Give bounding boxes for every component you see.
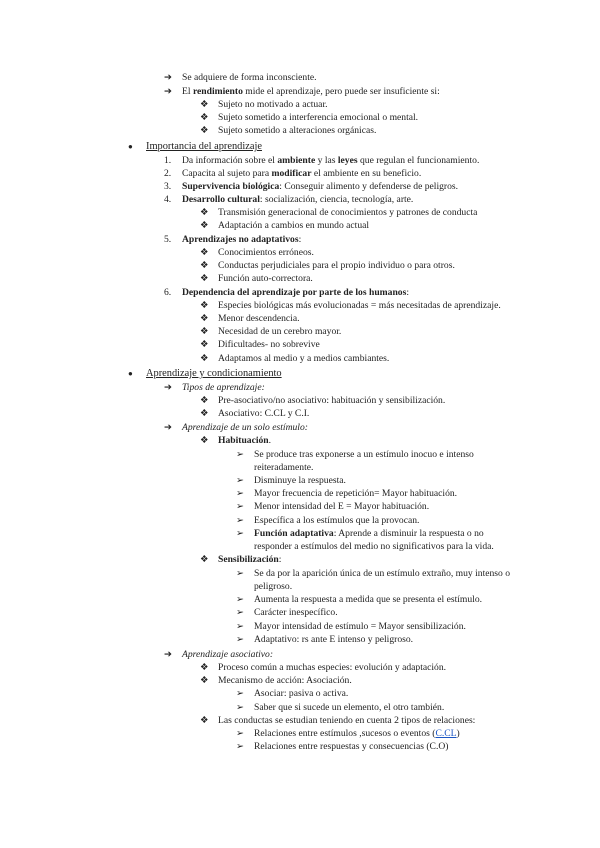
list-item-text: Necesidad de un cerebro mayor.: [218, 326, 342, 337]
diamond-bullet-icon: ❖: [200, 300, 209, 311]
list-item-text: Se adquiere de forma inconsciente.: [182, 72, 317, 83]
diamond-bullet-icon: ❖: [200, 353, 209, 364]
list-item-text: Aprendizaje asociativo:: [182, 649, 274, 660]
diamond-bullet-icon: ❖: [200, 247, 209, 258]
list-number: 4.: [164, 194, 172, 205]
list-item-text: reiteradamente.: [254, 462, 314, 473]
list-item-text: El rendimiento mide el aprendizaje, pero puede ser insuficiente si:: [182, 86, 440, 97]
list-item-text: Función auto-correctora.: [218, 273, 313, 284]
list-item-text: Específica a los estímulos que la provocan.: [254, 515, 420, 526]
list-item-text: Adaptativo: rs ante E intenso y peligroso.: [254, 634, 414, 645]
list-item-text: Las conductas se estudian teniendo en cuenta 2 tipos de relaciones:: [218, 715, 476, 726]
arrow-bullet-icon: ➔: [164, 649, 173, 660]
list-item-text: Dificultades- no sobrevive: [218, 339, 320, 350]
list-item-text: Disminuye la respuesta.: [254, 475, 346, 486]
diamond-bullet-icon: ❖: [200, 326, 209, 337]
diamond-bullet-icon: ❖: [200, 435, 209, 446]
list-item-text: Sensibilización:: [218, 554, 282, 565]
list-item-text: Transmisión generacional de conocimientos y patrones de conducta: [218, 207, 478, 218]
pointer-bullet-icon: ➢: [236, 594, 245, 605]
section-title: Importancia del aprendizaje: [146, 141, 262, 152]
list-number: 1.: [164, 155, 172, 166]
arrow-bullet-icon: ➔: [164, 422, 173, 433]
list-item-text: Asociativo: C.CL y C.I.: [218, 408, 310, 419]
pointer-bullet-icon: ➢: [236, 528, 245, 539]
list-item-text: Da información sobre el ambiente y las leyes que regulan el funcionamiento.: [182, 155, 480, 166]
list-item-text: Aprendizaje de un solo estímulo:: [182, 422, 308, 433]
pointer-bullet-icon: ➢: [236, 702, 245, 713]
list-item-text: Adaptación a cambios en mundo actual: [218, 220, 370, 231]
list-item-text: Relaciones entre estímulos ,sucesos o eventos (C.CL): [254, 728, 460, 739]
diamond-bullet-icon: ❖: [200, 395, 209, 406]
pointer-bullet-icon: ➢: [236, 621, 245, 632]
ccl-link[interactable]: C.CL: [435, 728, 457, 739]
list-item-text: Habituación.: [218, 435, 272, 446]
list-item-text: Dependencia del aprendizaje por parte de los humanos:: [182, 287, 409, 298]
list-item-text: Tipos de aprendizaje:: [182, 382, 265, 393]
list-item-text: Especies biológicas más evolucionadas = más necesitadas de aprendizaje.: [218, 300, 501, 311]
list-number: 3.: [164, 181, 172, 192]
list-item-text: Relaciones entre respuestas y consecuencias (C.O): [254, 741, 449, 752]
list-item-text: Proceso común a muchas especies: evolución y adaptación.: [218, 662, 447, 673]
list-item-text: Supervivencia biológica: Conseguir alimento y defenderse de peligros.: [182, 181, 459, 192]
diamond-bullet-icon: ❖: [200, 662, 209, 673]
arrow-bullet-icon: ➔: [164, 382, 173, 393]
list-number: 2.: [164, 168, 172, 179]
list-item-text: Se da por la aparición única de un estímulo extraño, muy intenso o: [254, 568, 511, 579]
list-item-text: Mayor frecuencia de repetición= Mayor habituación.: [254, 488, 458, 499]
list-item-text: Aumenta la respuesta a medida que se presenta el estímulo.: [254, 594, 483, 605]
list-item-text: Saber que si sucede un elemento, el otro también.: [254, 702, 445, 713]
diamond-bullet-icon: ❖: [200, 339, 209, 350]
list-item-text: peligroso.: [254, 581, 293, 592]
list-item-text: Mecanismo de acción: Asociación.: [218, 675, 352, 686]
diamond-bullet-icon: ❖: [200, 99, 209, 110]
circle-bullet-icon: ●: [128, 142, 133, 151]
arrow-bullet-icon: ➔: [164, 86, 173, 97]
list-number: 6.: [164, 287, 172, 298]
list-item-text: Se produce tras exponerse a un estímulo inocuo e intenso: [254, 449, 474, 460]
pointer-bullet-icon: ➢: [236, 688, 245, 699]
list-item-text: Aprendizajes no adaptativos:: [182, 234, 302, 245]
list-item-text: Sujeto sometido a alteraciones orgánicas.: [218, 125, 377, 136]
diamond-bullet-icon: ❖: [200, 554, 209, 565]
list-item-text: Conductas perjudiciales para el propio individuo o para otros.: [218, 260, 455, 271]
list-item-text: Función adaptativa: Aprende a disminuir la respuesta o no: [254, 528, 484, 539]
pointer-bullet-icon: ➢: [236, 488, 245, 499]
diamond-bullet-icon: ❖: [200, 313, 209, 324]
list-item-text: Sujeto sometido a interferencia emocional o mental.: [218, 112, 419, 123]
arrow-bullet-icon: ➔: [164, 72, 173, 83]
list-item-text: Carácter inespecífico.: [254, 607, 338, 618]
pointer-bullet-icon: ➢: [236, 475, 245, 486]
pointer-bullet-icon: ➢: [236, 515, 245, 526]
diamond-bullet-icon: ❖: [200, 675, 209, 686]
list-item-text: Desarrollo cultural: socialización, ciencia, tecnología, arte.: [182, 194, 414, 205]
diamond-bullet-icon: ❖: [200, 715, 209, 726]
diamond-bullet-icon: ❖: [200, 408, 209, 419]
pointer-bullet-icon: ➢: [236, 634, 245, 645]
list-item-text: Sujeto no motivado a actuar.: [218, 99, 328, 110]
pointer-bullet-icon: ➢: [236, 741, 245, 752]
list-item-text: Pre-asociativo/no asociativo: habituación y sensibilización.: [218, 395, 446, 406]
pointer-bullet-icon: ➢: [236, 568, 245, 579]
list-item-text: Menor intensidad del E = Mayor habituación.: [254, 501, 430, 512]
list-item-text: responder a estímulos del medio no significativos para la vida.: [254, 541, 494, 552]
section-title: Aprendizaje y condicionamiento: [146, 368, 282, 379]
list-item-text: Capacita al sujeto para modificar el ambiente en su beneficio.: [182, 168, 422, 179]
diamond-bullet-icon: ❖: [200, 273, 209, 284]
diamond-bullet-icon: ❖: [200, 112, 209, 123]
list-item-text: Adaptamos al medio y a medios cambiantes.: [218, 353, 390, 364]
pointer-bullet-icon: ➢: [236, 728, 245, 739]
list-item-text: Menor descendencia.: [218, 313, 300, 324]
circle-bullet-icon: ●: [128, 369, 133, 378]
pointer-bullet-icon: ➢: [236, 501, 245, 512]
list-item-text: Asociar: pasiva o activa.: [254, 688, 349, 699]
diamond-bullet-icon: ❖: [200, 125, 209, 136]
list-number: 5.: [164, 234, 172, 245]
list-item-text: Mayor intensidad de estímulo = Mayor sensibilización.: [254, 621, 466, 632]
diamond-bullet-icon: ❖: [200, 220, 209, 231]
pointer-bullet-icon: ➢: [236, 607, 245, 618]
diamond-bullet-icon: ❖: [200, 260, 209, 271]
diamond-bullet-icon: ❖: [200, 207, 209, 218]
pointer-bullet-icon: ➢: [236, 449, 245, 460]
list-item-text: Conocimientos erróneos.: [218, 247, 314, 258]
